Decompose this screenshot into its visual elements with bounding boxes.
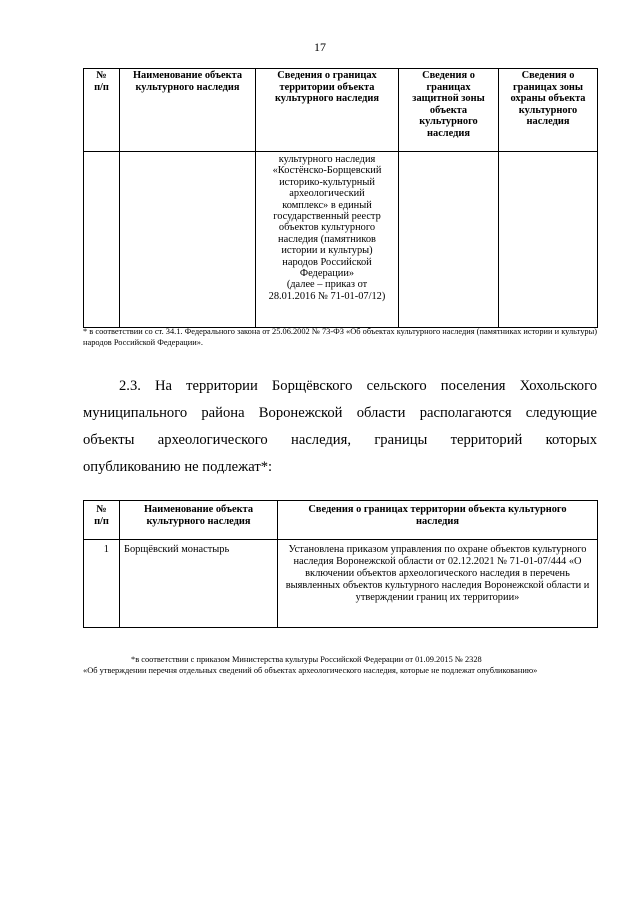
table-row [84, 540, 598, 628]
text-line: государственный реестр [273, 211, 381, 223]
cell-number: 1 [84, 540, 120, 628]
heritage-boundaries-table [83, 68, 598, 328]
header-object-name: Наименование объекта культурного наследия [120, 501, 278, 540]
header-protective-zone: Сведения о границах защитной зоны объекта культурного наследия [399, 69, 499, 152]
header-territory-boundaries: Сведения о границах территории объекта культурного наследия [278, 501, 598, 540]
paragraph-line: опубликованию не подлежат*: [83, 459, 273, 475]
cell-number [84, 152, 120, 328]
footnote-ministry-order [83, 654, 597, 676]
cell-protective-zone [399, 152, 499, 328]
text-line: (далее – приказ от [286, 279, 368, 291]
paragraph-line: муниципального района Воронежской области располагаются следующие [83, 405, 597, 421]
archaeological-objects-table [83, 500, 598, 628]
footnote-line: *в соответствии с приказом Министерства культуры Российской Федерации от 01.09.2015 № 2328 [131, 655, 482, 664]
table-row [84, 152, 598, 328]
text-line: народов Российской [282, 256, 372, 268]
page-number: 17 [314, 40, 326, 54]
text-line: археологический [289, 188, 365, 200]
text-line: 28.01.2016 № 71-01-07/12) [268, 290, 386, 302]
header-territory-boundaries: Сведения о границах территории объекта культурного наследия [256, 69, 399, 152]
footnote-line: «Об утверждении перечня отдельных сведений об объектах археологического наследия, которые не подлежат опубликованию» [83, 666, 538, 675]
cell-territory-info [256, 152, 399, 328]
text-line: культурного наследия [278, 154, 376, 165]
header-number: № п/п [84, 501, 120, 540]
text-line: истории и культуры) [281, 245, 373, 257]
text-line: наследия (памятников [278, 233, 376, 245]
text-line: Федерации» [299, 268, 355, 280]
text-line: «Костёнско-Борщевский [272, 165, 382, 177]
footnote-law-reference: * в соответствии со ст. 34.1. Федерального закона от 25.06.2002 № 73-ФЗ «Об объектах культурного наследия (памятниках истории и культуры) народов Российской Федерации». [83, 327, 597, 347]
cell-object-name [120, 152, 256, 328]
text-line: комплекс» в единый [282, 199, 372, 211]
cell-territory-info: Установлена приказом управления по охране объектов культурного наследия Воронежской области от 02.12.2021 № 71-01-07/444 «О включении объектов археологического наследия в перечень выявленных объектов культурного наследия Воронежской области и утверждении границ их территории» [278, 540, 598, 628]
table-header-row [84, 69, 598, 152]
cell-protection-zone [499, 152, 598, 328]
table-header-row [84, 501, 598, 540]
header-object-name: Наименование объекта культурного наследия [120, 69, 256, 152]
cell-object-name: Борщёвский монастырь [120, 540, 278, 628]
header-protection-zone: Сведения о границах зоны охраны объекта культурного наследия [499, 69, 598, 152]
text-line: историко-культурный [279, 176, 375, 188]
header-number: № п/п [84, 69, 120, 152]
paragraph-line: объекты археологического наследия, границы территорий которых [83, 432, 597, 448]
paragraph-line: 2.3. На территории Борщёвского сельского поселения Хохольского [119, 378, 597, 394]
text-line: объектов культурного [278, 222, 376, 234]
section-paragraph [83, 373, 597, 481]
